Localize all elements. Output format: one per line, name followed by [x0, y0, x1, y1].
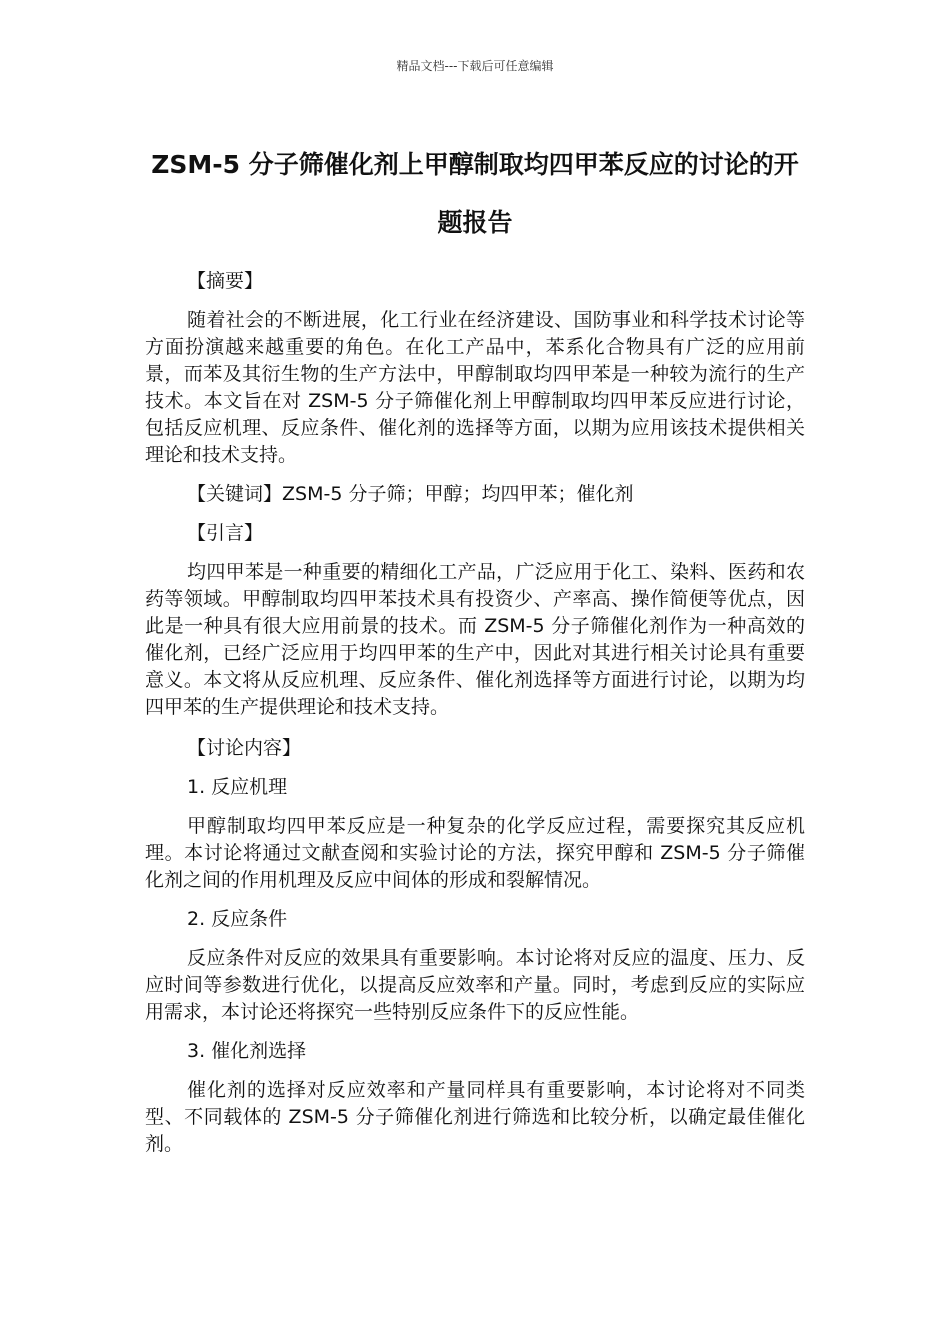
- section-text-mechanism: 甲醇制取均四甲苯反应是一种复杂的化学反应过程，需要探究其反应机理。本讨论将通过文献查阅和实验讨论的方法，探究甲醇和 ZSM-5 分子筛催化剂之间的作用机理及反应中间体的形成和裂解情况。: [145, 815, 805, 891]
- section-title-conditions: 2. 反应条件: [187, 908, 288, 930]
- intro-heading: 【引言】: [187, 522, 264, 544]
- intro-paragraph: 均四甲苯是一种重要的精细化工产品，广泛应用于化工、染料、医药和农药等领域。甲醇制取均四甲苯技术具有投资少、产率高、操作简便等优点，因此是一种具有很大应用前景的技术。而 ZSM-5 分子筛催化剂作为一种高效的催化剂，已经广泛应用于均四甲苯的生产中，因此对其进行相关讨论具有重要意义。本文将从反应机理、反应条件、催化剂选择等方面进行讨论，以期为均四甲苯的生产提供理论和技术支持。: [145, 561, 805, 718]
- section-text-catalyst: 催化剂的选择对反应效率和产量同样具有重要影响，本讨论将对不同类型、不同载体的 ZSM-5 分子筛催化剂进行筛选和比较分析，以确定最佳催化剂。: [145, 1079, 805, 1155]
- content-heading: 【讨论内容】: [187, 737, 302, 759]
- page-watermark: 精品文档---下载后可任意编辑: [396, 59, 554, 73]
- section-text-conditions: 反应条件对反应的效果具有重要影响。本讨论将对反应的温度、压力、反应时间等参数进行优化，以提高反应效率和产量。同时，考虑到反应的实际应用需求，本讨论还将探究一些特别反应条件下的反应性能。: [145, 947, 805, 1023]
- section-title-mechanism: 1. 反应机理: [187, 776, 288, 798]
- document-title: ZSM-5 分子筛催化剂上甲醇制取均四甲苯反应的讨论的开题报告: [151, 150, 799, 237]
- keywords-line: 【关键词】ZSM-5 分子筛；甲醇；均四甲苯；催化剂: [187, 483, 634, 505]
- abstract-heading: 【摘要】: [187, 270, 264, 292]
- section-title-catalyst: 3. 催化剂选择: [187, 1040, 307, 1062]
- document-body: [145, 268, 805, 1158]
- abstract-paragraph: 随着社会的不断进展，化工行业在经济建设、国防事业和科学技术讨论等方面扮演越来越重要的角色。在化工产品中，苯系化合物具有广泛的应用前景，而苯及其衍生物的生产方法中，甲醇制取均四甲苯是一种较为流行的生产技术。本文旨在对 ZSM-5 分子筛催化剂上甲醇制取均四甲苯反应进行讨论，包括反应机理、反应条件、催化剂的选择等方面，以期为应用该技术提供相关理论和技术支持。: [145, 309, 805, 466]
